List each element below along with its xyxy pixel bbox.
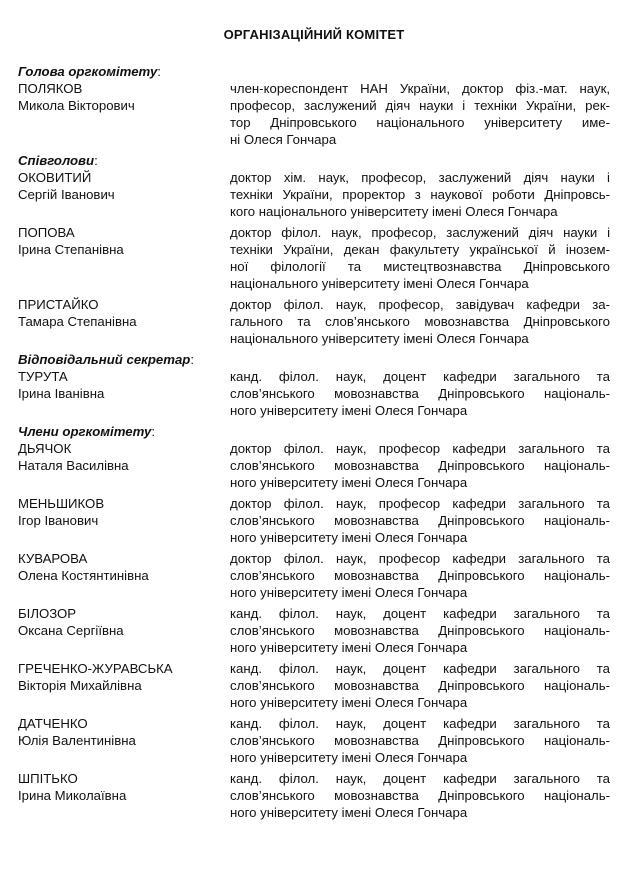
member-given-names: Ірина Степанівна [18, 242, 124, 257]
member-given-names: Тамара Степанівна [18, 314, 137, 329]
description-line: канд. філол. наук, доцент кафедри загального та [230, 369, 610, 384]
description-line: ного університету імені Олеся Гончара [230, 805, 468, 820]
committee-member [18, 495, 610, 546]
member-name [18, 605, 230, 639]
section-heading-colon: : [190, 352, 195, 367]
description-line: техніки України, проректор з наукової роботи Дніпровсь- [230, 187, 610, 202]
member-description [230, 440, 610, 491]
member-given-names: Наталя Василівна [18, 458, 129, 473]
description-line: канд. філол. наук, доцент кафедри загального та [230, 606, 610, 621]
member-surname: ГРЕЧЕНКО-ЖУРАВСЬКА [18, 661, 173, 676]
description-line: національного університету імені Олеся Гончара [230, 276, 529, 291]
member-name [18, 80, 230, 114]
member-name [18, 296, 230, 330]
member-surname: ТУРУТА [18, 369, 68, 384]
description-line: техніки України, декан факультету української й інозем- [230, 242, 610, 257]
member-description [230, 550, 610, 601]
description-line: слов’янського мовознавства Дніпровського національ- [230, 733, 610, 748]
section-heading-colon: : [157, 64, 161, 79]
member-given-names: Ірина Миколаївна [18, 788, 127, 803]
member-surname: ДАТЧЕНКО [18, 716, 88, 731]
committee-member [18, 605, 610, 656]
description-line: ного університету імені Олеся Гончара [230, 475, 468, 490]
member-given-names: Юлія Валентинівна [18, 733, 136, 748]
description-line: доктор філол. наук, професор, завідувач кафедри за- [230, 297, 610, 312]
member-name [18, 495, 230, 529]
description-line: канд. філол. наук, доцент кафедри загального та [230, 716, 610, 731]
committee-member [18, 770, 610, 821]
member-given-names: Сергій Іванович [18, 187, 115, 202]
committee-member [18, 224, 610, 292]
description-line: слов’янського мовознавства Дніпровського національ- [230, 788, 610, 803]
description-line: доктор філол. наук, професор кафедри загального та [230, 441, 610, 456]
section-heading [18, 63, 610, 80]
member-given-names: Оксана Сергіївна [18, 623, 124, 638]
member-description [230, 80, 610, 148]
committee-member [18, 440, 610, 491]
member-name [18, 169, 230, 203]
description-line: слов’янського мовознавства Дніпровського національ- [230, 623, 610, 638]
committee-member [18, 550, 610, 601]
description-line: доктор філол. наук, професор, заслужений діяч науки і [230, 225, 610, 240]
description-line: ної філології та мистецтвознавства Дніпровського [230, 259, 610, 274]
committee-sections [18, 63, 610, 821]
description-line: ного університету імені Олеся Гончара [230, 640, 468, 655]
description-line: доктор філол. наук, професор кафедри загального та [230, 496, 610, 511]
member-name [18, 715, 230, 749]
description-line: слов’янського мовознавства Дніпровського національ- [230, 678, 610, 693]
description-line: тор Дніпровського національного університету име- [230, 115, 610, 130]
description-line: ного університету імені Олеся Гончара [230, 695, 468, 710]
member-surname: ПОЛЯКОВ [18, 81, 83, 96]
member-name [18, 224, 230, 258]
section-heading [18, 351, 610, 368]
member-description [230, 605, 610, 656]
description-line: ного університету імені Олеся Гончара [230, 403, 468, 418]
member-given-names: Вікторія Михайлівна [18, 678, 142, 693]
description-line: член-кореспондент НАН України, доктор фіз.-мат. наук, [230, 81, 610, 96]
member-surname: ПОПОВА [18, 225, 75, 240]
committee-member [18, 80, 610, 148]
description-line: слов’янського мовознавства Дніпровського національ- [230, 386, 610, 401]
member-name [18, 660, 230, 694]
committee-member [18, 368, 610, 419]
member-description [230, 296, 610, 347]
member-given-names: Ірина Іванівна [18, 386, 105, 401]
member-description [230, 224, 610, 292]
section-heading [18, 423, 610, 440]
member-description [230, 660, 610, 711]
committee-member [18, 660, 610, 711]
description-line: ного університету імені Олеся Гончара [230, 750, 468, 765]
member-surname: КУВАРОВА [18, 551, 88, 566]
description-line: слов’янського мовознавства Дніпровського національ- [230, 458, 610, 473]
page-title: ОРГАНІЗАЦІЙНИЙ КОМІТЕТ [223, 27, 405, 42]
member-description [230, 169, 610, 220]
member-description [230, 770, 610, 821]
member-description [230, 368, 610, 419]
section-heading-text: Голова оргкомітету [18, 64, 158, 79]
committee-member [18, 296, 610, 347]
member-given-names: Микола Вікторович [18, 98, 135, 113]
description-line: ні Олеся Гончара [230, 132, 337, 147]
section-heading-text: Співголови [18, 153, 95, 168]
description-line: кого національного університету імені Олеся Гончара [230, 204, 558, 219]
member-surname: БІЛОЗОР [18, 606, 77, 621]
member-description [230, 715, 610, 766]
member-description [230, 495, 610, 546]
member-surname: МЕНЬШИКОВ [18, 496, 105, 511]
description-line: слов’янського мовознавства Дніпровського національ- [230, 568, 610, 583]
member-name [18, 770, 230, 804]
section-heading [18, 152, 610, 169]
description-line: ного університету імені Олеся Гончара [230, 530, 468, 545]
member-surname: ПРИСТАЙКО [18, 297, 99, 312]
description-line: доктор філол. наук, професор кафедри загального та [230, 551, 610, 566]
member-surname: ШПІТЬКО [18, 771, 78, 786]
description-line: національного університету імені Олеся Гончара [230, 331, 529, 346]
member-given-names: Олена Костянтинівна [18, 568, 149, 583]
description-line: канд. філол. наук, доцент кафедри загального та [230, 661, 610, 676]
description-line: канд. філол. наук, доцент кафедри загального та [230, 771, 610, 786]
section-heading-text: Відповідальний секретар [18, 352, 191, 367]
member-given-names: Ігор Іванович [18, 513, 99, 528]
member-name [18, 440, 230, 474]
member-surname: ДЬЯЧОК [18, 441, 72, 456]
description-line: ного університету імені Олеся Гончара [230, 585, 468, 600]
section-heading-text: Члени оргкомітету [18, 424, 152, 439]
description-line: доктор хім. наук, професор, заслужений діяч науки і [230, 170, 610, 185]
committee-member [18, 715, 610, 766]
description-line: професор, заслужений діяч науки і техніки України, рек- [230, 98, 610, 113]
description-line: гального та слов’янського мовознавства Дніпровського [230, 314, 610, 329]
member-name [18, 368, 230, 402]
member-name [18, 550, 230, 584]
description-line: слов’янського мовознавства Дніпровського національ- [230, 513, 610, 528]
section-heading-colon: : [94, 153, 98, 168]
section-heading-colon: : [151, 424, 155, 439]
member-surname: ОКОВИТИЙ [18, 170, 92, 185]
committee-member [18, 169, 610, 220]
